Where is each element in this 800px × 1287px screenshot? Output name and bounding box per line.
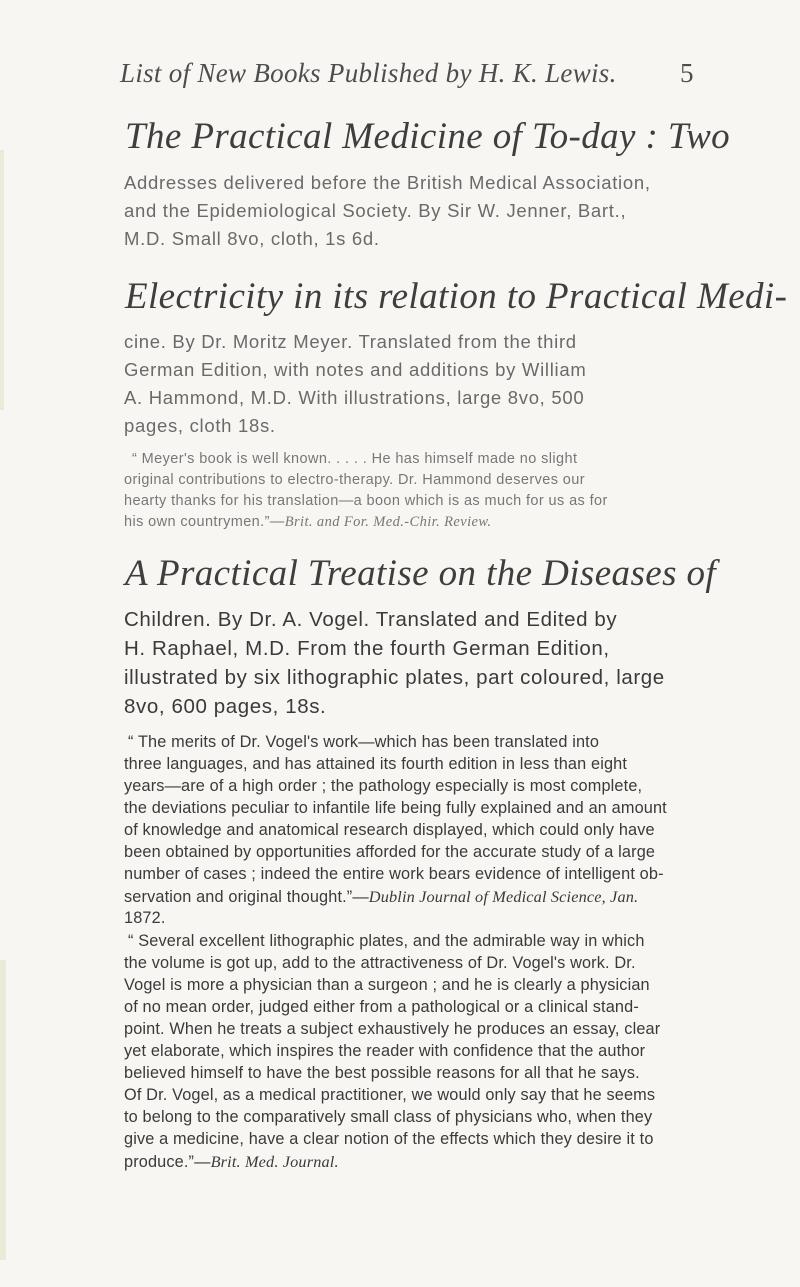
book-title: A Practical Treatise on the Diseases of xyxy=(125,553,717,594)
description-line: H. Raphael, M.D. From the fourth German Edition, xyxy=(124,637,610,660)
review-quote-line: give a medicine, have a clear notion of the effects which they desire it to xyxy=(124,1130,654,1148)
review-quote-line: the deviations peculiar to infantile life being fully explained and an amount xyxy=(124,799,667,817)
description-line: A. Hammond, M.D. With illustrations, large 8vo, 500 xyxy=(124,387,585,408)
review-quote-line: Of Dr. Vogel, as a medical practitioner, we would only say that he seems xyxy=(124,1086,656,1104)
review-quote-line xyxy=(124,1152,339,1172)
review-quote-line xyxy=(124,887,638,907)
review-quote-line: three languages, and has attained its fourth edition in less than eight xyxy=(124,755,628,773)
description-line: 8vo, 600 pages, 18s. xyxy=(124,695,327,718)
review-quote-line: point. When he treats a subject exhaustively he produces an essay, clear xyxy=(124,1020,661,1038)
review-quote-text: servation and original thought.”— xyxy=(124,888,369,906)
review-quote-text: produce.”— xyxy=(124,1153,211,1171)
description-line: and the Epidemiological Society. By Sir W. Jenner, Bart., xyxy=(124,200,627,221)
review-quote-line xyxy=(124,514,491,531)
review-quote-line: been obtained by opportunities afforded for the accurate study of a large xyxy=(124,843,656,861)
description-line: Addresses delivered before the British Medical Association, xyxy=(124,172,651,193)
review-quote-line: “ The merits of Dr. Vogel's work—which has been translated into xyxy=(128,733,600,751)
review-quote-line: yet elaborate, which inspires the reader with confidence that the author xyxy=(124,1042,646,1060)
description-line: M.D. Small 8vo, cloth, 1s 6d. xyxy=(124,228,380,249)
book-title: Electricity in its relation to Practical Medi- xyxy=(125,276,788,317)
review-quote-line: number of cases ; indeed the entire work bears evidence of intelligent ob- xyxy=(124,865,664,883)
review-quote-line: to belong to the comparatively small class of physicians who, when they xyxy=(124,1108,653,1126)
page-number: 5 xyxy=(680,58,694,88)
page-edge-mark xyxy=(0,960,6,1260)
review-source: Brit. Med. Journal. xyxy=(210,1152,339,1171)
review-quote-line: “ Meyer's book is well known. . . . . He has himself made no slight xyxy=(132,451,578,467)
running-title: List of New Books Published by H. K. Lewis. xyxy=(120,58,617,88)
review-quote-line: years—are of a high order ; the pathology especially is most complete, xyxy=(124,777,643,795)
running-head xyxy=(0,58,800,98)
review-quote-line: of no mean order, judged either from a pathological or a clinical stand- xyxy=(124,998,639,1016)
review-quote-line: original contributions to electro-therapy. Dr. Hammond deserves our xyxy=(124,472,585,488)
review-quote-line: 1872. xyxy=(124,909,166,927)
review-quote-line: “ Several excellent lithographic plates, and the admirable way in which xyxy=(128,932,645,950)
description-line: pages, cloth 18s. xyxy=(124,415,276,436)
book-title: The Practical Medicine of To-day : Two xyxy=(125,116,731,157)
review-quote-line: believed himself to have the best possible reasons for all that he says. xyxy=(124,1064,640,1082)
description-line: Children. By Dr. A. Vogel. Translated and Edited by xyxy=(124,608,618,631)
description-line: illustrated by six lithographic plates, part coloured, large xyxy=(124,666,665,689)
review-source: Brit. and For. Med.-Chir. Review. xyxy=(284,514,492,530)
review-quote-text: his own countrymen.”— xyxy=(124,514,285,530)
review-source: Dublin Journal of Medical Science, Jan. xyxy=(368,887,639,906)
description-line: German Edition, with notes and additions by William xyxy=(124,359,587,380)
review-quote-line: hearty thanks for his translation—a boon which is as much for us as for xyxy=(124,493,608,509)
page-edge-mark xyxy=(0,150,4,410)
description-line: cine. By Dr. Moritz Meyer. Translated from the third xyxy=(124,331,577,352)
review-quote-line: of knowledge and anatomical research displayed, which could only have xyxy=(124,821,655,839)
review-quote-line: the volume is got up, add to the attractiveness of Dr. Vogel's work. Dr. xyxy=(124,954,636,972)
review-quote-line: Vogel is more a physician than a surgeon ; and he is clearly a physician xyxy=(124,976,650,994)
